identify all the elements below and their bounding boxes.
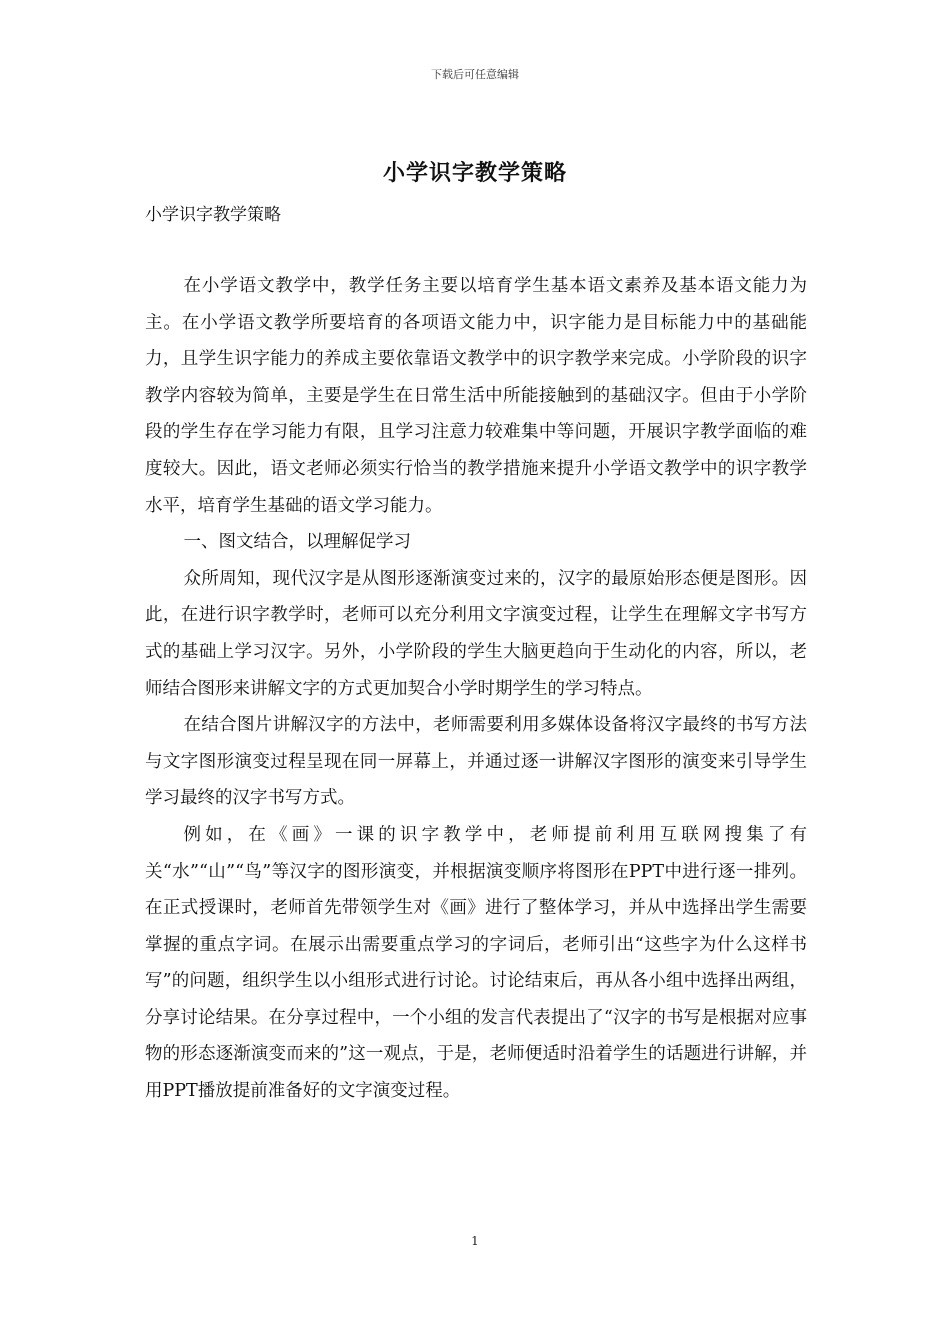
section-heading: 一、图文结合，以理解促学习 <box>183 532 411 553</box>
header-note: 下载后可任意编辑 <box>431 68 519 81</box>
paragraph-multimedia: 在结合图片讲解汉字的方法中，老师需要利用多媒体设备将汉字最终的书写方法与文字图形演变过程呈现在同一屏幕上，并通过逐一讲解汉字图形的演变来引导学生学习最终的汉字书写方式。 <box>145 715 807 809</box>
paragraph-intro: 在小学语文教学中，教学任务主要以培育学生基本语文素养及基本语文能力为主。在小学语文教学所要培育的各项语文能力中，识字能力是目标能力中的基础能力，且学生识字能力的养成主要依靠语文教学中的识字教学来完成。小学阶段的识字教学内容较为简单，主要是学生在日常生活中所能接触到的基础汉字。但由于小学阶段的学生存在学习能力有限，且学习注意力较难集中等问题，开展识字教学面临的难度较大。因此，语文老师必须实行恰当的教学措施来提升小学语文教学中的识字教学水平，培育学生基础的语文学习能力。 <box>145 276 807 516</box>
document-subtitle: 小学识字教学策略 <box>145 205 281 225</box>
paragraph-evolution: 众所周知，现代汉字是从图形逐渐演变过来的，汉字的最原始形态便是图形。因此，在进行识字教学时，老师可以充分利用文字演变过程，让学生在理解文字书写方式的基础上学习汉字。另外，小学阶段的学生大脑更趋向于生动化的内容，所以，老师结合图形来讲解文字的方式更加契合小学时期学生的学习特点。 <box>145 568 807 699</box>
paragraph-example: 例如，在《画》一课的识字教学中，老师提前利用互联网搜集了有关“水”“山”“鸟”等汉字的图形演变，并根据演变顺序将图形在PPT中进行逐一排列。在正式授课时，老师首先带领学生对《画》进行了整体学习，并从中选择出学生需要掌握的重点字词。在展示出需要重点学习的字词后，老师引出“这些字为什么这样书写”的问题，组织学生以小组形式进行讨论。讨论结束后，再从各小组中选择出两组，分享讨论结果。在分享过程中，一个小组的发言代表提出了“汉字的书写是根据对应事物的形态逐渐演变而来的”这一观点，于是，老师便适时沿着学生的话题进行讲解，并用PPT播放提前准备好的文字演变过程。 <box>145 824 807 1102</box>
document-body <box>145 268 807 1110</box>
document-title: 小学识字教学策略 <box>382 160 567 186</box>
page-number: 1 <box>471 1234 479 1248</box>
